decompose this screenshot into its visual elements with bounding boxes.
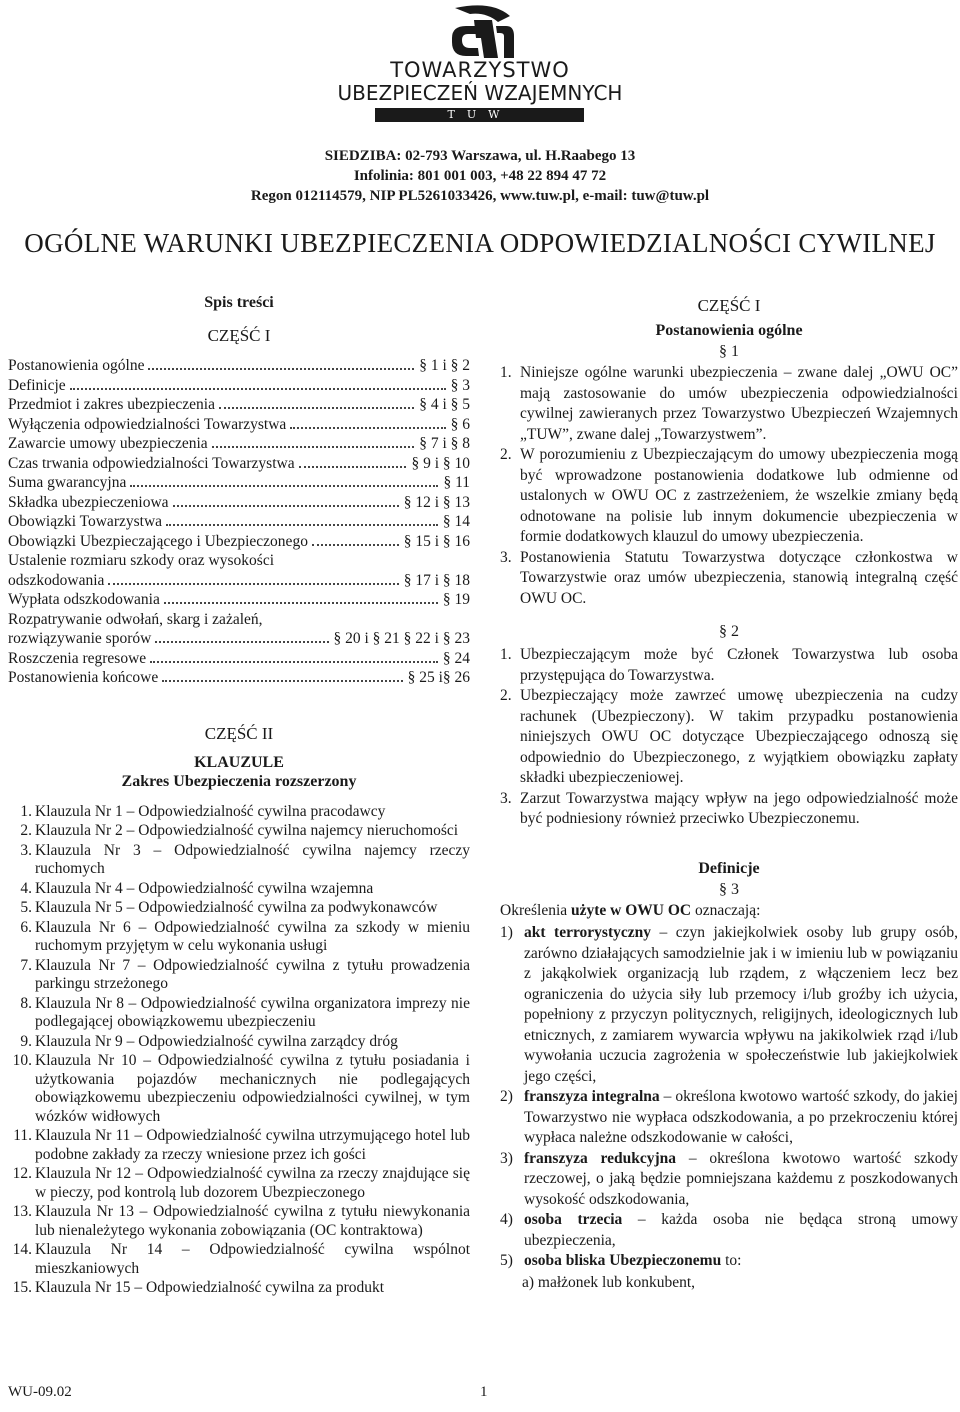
definition-body (524, 923, 958, 1087)
paragraph-text: Postanowienia Statutu Towarzystwa dotyczące członkostwa w Towarzystwie oraz umów ubezpieczenia, stanowią integralną część OWU OC. (520, 548, 958, 607)
section-1-heading: § 1 (719, 343, 739, 360)
toc-item (8, 473, 470, 493)
paragraph-number: 2. (500, 446, 512, 463)
clause-number: 14. (12, 1241, 32, 1258)
logo-text-line1: TOWARZYSTWO (390, 58, 570, 82)
toc-item-text: Obowiązki Ubezpieczającego i Ubezpieczonego (8, 532, 308, 550)
paragraph-text: Ubezpieczający może zawrzeć umowę ubezpieczenia na cudzy rachunek (Ubezpieczony). W takim przypadku postanowienia niniejszych OWU OC dotyczące Ubezpieczającego odnoszą się odpowiednio do Ubezpieczonego, z wyjątkiem obowiązku zapłaty składki ubezpieczeniowej. (520, 687, 958, 786)
clause-text: Klauzula Nr 5 – Odpowiedzialność cywilna za podwykonawców (35, 899, 438, 916)
part2-heading: CZĘŚĆ II (204, 723, 274, 743)
clause-text: Klauzula Nr 6 – Odpowiedzialność cywilna za szkody w mieniu ruchomym przyjętym w celu wykonania usługi (35, 918, 470, 954)
paragraph-number: 3. (500, 789, 512, 807)
toc-item-row (8, 668, 470, 688)
definition-text: – każda osoba nie będąca stroną umowy ubezpieczenia, (524, 1211, 958, 1249)
toc-item-row (8, 571, 470, 591)
definition-term: akt terrorystyczny (524, 924, 651, 941)
toc-item (8, 356, 470, 376)
definition-number: 5) (500, 1252, 513, 1269)
definitions-list (500, 923, 958, 1272)
paragraph-text: Zarzut Towarzystwa mający wpływ na jego odpowiedzialność może być podniesiony również przeciwko Ubezpieczonemu. (520, 789, 958, 827)
toc-leader-dots (164, 602, 438, 604)
definition-item (500, 1210, 958, 1251)
toc-leader-dots (108, 583, 398, 585)
page-number: 1 (480, 1384, 488, 1400)
toc-item-section: § 3 (450, 376, 470, 394)
definition-number: 2) (500, 1088, 513, 1105)
clause-item (8, 1165, 470, 1202)
toc-item-section: § 20 i § 21 § 22 i § 23 (333, 630, 470, 647)
definition-body (524, 1149, 958, 1211)
definition-body (524, 1087, 958, 1149)
toc-item-row (8, 649, 470, 669)
paragraph-number: 1. (500, 646, 512, 663)
toc-leader-dots (219, 407, 414, 409)
toc-leader-dots (162, 680, 402, 682)
definition-item (500, 1149, 958, 1211)
part1-heading: CZĘŚĆ I (697, 296, 761, 315)
section-2-list (500, 645, 958, 830)
toc-item-text: Wypłata odszkodowania (8, 591, 160, 608)
clause-text: Klauzula Nr 8 – Odpowiedzialność cywilna organizatora imprezy nie podlegającej obowiązkowemu ubezpieczeniu (35, 994, 470, 1030)
toc-list (8, 356, 470, 688)
clause-text: Klauzula Nr 12 – Odpowiedzialność cywilna za rzeczy znajdujące się w pieczy, pod kontrolą lub dozorem Ubezpieczonego (35, 1165, 470, 1201)
section-1-list (500, 363, 958, 609)
clause-text: Klauzula Nr 13 – Odpowiedzialność cywilna z tytułu niewykonania lub nienależytego wykonania zobowiązania (OC kontraktowa) (35, 1203, 470, 1239)
definition-body (524, 1210, 958, 1251)
toc-item-section: § 15 i § 16 (403, 532, 470, 550)
toc-item (8, 551, 470, 590)
clause-text: Klauzula Nr 3 – Odpowiedzialność cywilna najemcy rzeczy ruchomych (35, 841, 470, 877)
definition-item (500, 1251, 958, 1272)
clause-item (8, 1052, 470, 1126)
toc-item (8, 512, 470, 532)
company-logo (0, 0, 960, 130)
toc-item-row (8, 356, 470, 376)
clause-item (8, 1033, 470, 1052)
definition-number: 1) (500, 924, 513, 941)
clause-item (8, 822, 470, 841)
clause-text: Klauzula Nr 9 – Odpowiedzialność cywilna zarządcy dróg (35, 1032, 398, 1050)
paragraph-text: W porozumieniu z Ubezpieczającym do umowy ubezpieczenia mogą być wprowadzone postanowienia dodatkowe lub odmienne od ustalonych w OWU OC z zastrzeżeniem, że wszelkie zmiany będą odnotowane na polisie lub innym dokumencie ubezpieczenia w formie dodatkowych klauzul do umowy ubezpieczenia. (520, 446, 958, 545)
toc-item (8, 376, 470, 396)
toc-leader-dots (212, 446, 415, 448)
tuw-emblem-icon (400, 2, 560, 60)
toc-item-text: rozwiązywanie sporów (8, 630, 152, 647)
clause-text: Klauzula Nr 7 – Odpowiedzialność cywilna z tytułu prowadzenia parkingu strzeżonego (35, 956, 470, 992)
toc-item-row (8, 434, 470, 454)
header-address: SIEDZIBA: 02-793 Warszawa, ul. H.Raabego 13 (324, 148, 636, 164)
toc-item (8, 415, 470, 435)
toc-item-section: § 14 (442, 513, 470, 530)
toc-part1-heading: CZĘŚĆ I (207, 326, 271, 345)
clause-number: 6. (20, 918, 32, 936)
definition-sub-a: a) małżonek lub konkubent, (522, 1273, 696, 1291)
paragraph-text: Ubezpieczającym może być Członek Towarzystwa lub osoba przystępująca do Towarzystwa. (520, 646, 958, 684)
clause-item (8, 1241, 470, 1278)
toc-item-section: § 19 (442, 591, 470, 608)
definition-body (524, 1251, 958, 1272)
logo-text-line2: UBEZPIECZEŃ WZAJEMNYCH (337, 81, 623, 105)
definition-term: osoba bliska Ubezpieczonemu (524, 1252, 722, 1269)
postanowienia-heading: Postanowienia ogólne (655, 322, 803, 339)
definition-item (500, 1087, 958, 1149)
toc-leader-dots (166, 524, 438, 526)
toc-leader-dots (312, 544, 399, 546)
definition-text: – określona kwotowo wartość szkody rzeczowej, o jaką będzie pomniejszana każdemu z poszkodowanych wysokość odszkodowania, (524, 1149, 958, 1208)
clause-number: 10. (12, 1052, 32, 1069)
toc-heading: Spis treści (204, 294, 274, 311)
definition-text: – czyn jakiejkolwiek osoby lub grupy osób, zarówno działających samodzielnie jak i w imieniu lub w powiązaniu z jakąkolwiek organizacją lub rządem, z włączeniem lecz bez ograniczenia do użycia siły lub przemocy i/lub groźby ich użycia, popełniony z przyczyn politycznych, religijnych, ideologicznych lub etnicznych, z zamiarem wywarcia wpływu na jakikolwiek rząd i/lub wywołania uczucia zagrożenia w społeczeństwie lub jakiejkolwiek jego części, (524, 924, 958, 1085)
toc-item-section: § 11 (443, 474, 470, 491)
clause-item (8, 1203, 470, 1240)
clause-number: 9. (20, 1032, 32, 1050)
toc-item-text: Postanowienia końcowe (8, 669, 159, 686)
toc-item-row (8, 395, 470, 415)
definicje-heading: Definicje (698, 859, 760, 877)
clause-text: Klauzula Nr 10 – Odpowiedzialność cywilna z tytułu posiadania i użytkowania pojazdów mechanicznych nie podlegających obowiązkowemu ubezpieczeniu odpowiedzialności cywilnej, w tym wózków widłowych (35, 1052, 470, 1125)
toc-item (8, 493, 470, 513)
toc-item-text-line1: Rozpatrywanie odwołań, skarg i zażaleń, (8, 610, 263, 628)
clause-number: 7. (20, 956, 32, 974)
intro-text-bold: użyte w OWU OC (571, 901, 692, 919)
clause-item (8, 1127, 470, 1164)
right-column (500, 292, 958, 1293)
intro-text-pre: Określenia (500, 901, 572, 919)
toc-item-text: Postanowienia ogólne (8, 357, 145, 374)
clause-text: Klauzula Nr 4 – Odpowiedzialność cywilna wzajemna (35, 879, 374, 897)
definition-item (500, 923, 958, 1087)
clause-number: 11. (13, 1127, 32, 1144)
toc-item-row (8, 590, 470, 610)
paragraph-item (500, 363, 958, 445)
logo-bar: TUW (375, 108, 584, 122)
toc-item-text: Zawarcie umowy ubezpieczenia (8, 435, 208, 452)
toc-item-section: § 12 i § 13 (403, 493, 470, 511)
paragraph-item (500, 548, 958, 610)
paragraph-text: Niniejsze ogólne warunki ubezpieczenia – zwane dalej „OWU OC” mają zastosowanie do umów ubezpieczenia odpowiedzialności cywilnej zawieranych przez Towarzystwo Ubezpieczeń Wzajemnych „TUW”, zwane dalej „Towarzystwem”. (520, 364, 958, 443)
toc-item-row (8, 415, 470, 435)
clause-text: Klauzula Nr 11 – Odpowiedzialność cywilna utrzymującego hotel lub podobne zakłady za rzeczy wniesione przez ich gości (35, 1127, 470, 1163)
toc-item-section: § 4 i § 5 (419, 396, 470, 413)
clause-item (8, 880, 470, 899)
toc-item (8, 668, 470, 688)
section-3-heading: § 3 (719, 880, 739, 898)
clause-number: 4. (20, 879, 32, 897)
company-header (0, 146, 960, 206)
clause-item (8, 899, 470, 918)
toc-item-section: § 9 i § 10 (411, 454, 470, 472)
toc-leader-dots (299, 466, 407, 468)
toc-item-row (8, 532, 470, 552)
toc-item-section: § 6 (450, 415, 470, 433)
toc-item (8, 610, 470, 649)
toc-item-text: Czas trwania odpowiedzialności Towarzystwa (8, 454, 295, 472)
toc-leader-dots (155, 641, 328, 643)
clause-item (8, 957, 470, 994)
toc-item (8, 454, 470, 474)
definition-text: to: (721, 1252, 742, 1269)
document-title: OGÓLNE WARUNKI UBEZPIECZENIA ODPOWIEDZIALNOŚCI CYWILNEJ (24, 228, 936, 258)
clause-item (8, 1279, 470, 1298)
toc-leader-dots (70, 388, 446, 390)
intro-text-post: oznaczają: (691, 901, 761, 919)
clause-text: Klauzula Nr 15 – Odpowiedzialność cywilna za produkt (35, 1279, 385, 1296)
clause-number: 15. (12, 1279, 32, 1296)
definition-term: franszyza integralna (524, 1088, 660, 1105)
toc-item-text: Przedmiot i zakres ubezpieczenia (8, 396, 215, 413)
header-phone: Infolinia: 801 001 003, +48 22 894 47 72 (353, 168, 607, 184)
left-column (8, 292, 470, 1299)
toc-item-section: § 7 i § 8 (419, 435, 470, 452)
toc-item-text: odszkodowania (8, 571, 105, 589)
toc-leader-dots (148, 368, 414, 370)
toc-leader-dots (130, 485, 438, 487)
section-2-heading: § 2 (719, 623, 739, 640)
toc-item-section: § 24 (442, 649, 470, 667)
toc-item-row (8, 629, 470, 649)
definition-number: 4) (500, 1211, 513, 1228)
paragraph-item (500, 686, 958, 789)
toc-item-row (8, 512, 470, 532)
toc-item (8, 395, 470, 415)
clause-list (8, 803, 470, 1298)
clause-number: 3. (20, 841, 32, 859)
toc-item-text: Składka ubezpieczeniowa (8, 493, 169, 511)
footer-code: WU-09.02 (8, 1384, 72, 1400)
toc-item-text: Definicje (8, 376, 66, 394)
toc-leader-dots (150, 661, 438, 663)
clause-number: 8. (20, 994, 32, 1012)
definition-term: franszyza redukcyjna (524, 1149, 677, 1167)
toc-leader-dots (290, 427, 445, 429)
paragraph-item (500, 445, 958, 548)
clause-number: 5. (20, 899, 32, 916)
paragraph-item (500, 645, 958, 686)
toc-item-section: § 25 i§ 26 (407, 669, 470, 686)
clause-text: Klauzula Nr 2 – Odpowiedzialność cywilna najemcy nieruchomości (35, 822, 459, 839)
toc-item-row (8, 473, 470, 493)
toc-item (8, 590, 470, 610)
clause-item (8, 995, 470, 1032)
toc-item (8, 434, 470, 454)
toc-item-row (8, 493, 470, 513)
zakres-heading: Zakres Ubezpieczenia rozszerzony (121, 772, 357, 790)
clause-item (8, 919, 470, 956)
definition-term: osoba trzecia (524, 1211, 623, 1228)
toc-item-text: Wyłączenia odpowiedzialności Towarzystwa (8, 415, 287, 433)
toc-item-text: Roszczenia regresowe (8, 649, 147, 667)
paragraph-number: 2. (500, 687, 512, 704)
header-registry: Regon 012114579, NIP PL5261033426, www.tuw.pl, e-mail: tuw@tuw.pl (250, 188, 710, 204)
clause-item (8, 803, 470, 822)
toc-item-section: § 17 i § 18 (403, 571, 470, 589)
toc-item-row (8, 376, 470, 396)
toc-item-section: § 1 i § 2 (419, 357, 470, 374)
definitions-intro (500, 901, 958, 922)
clause-text: Klauzula Nr 1 – Odpowiedzialność cywilna pracodawcy (35, 802, 386, 820)
definition-text: – określona kwotowo wartość szkody, do jakiej Towarzystwo nie wypłaca odszkodowania, a po przekroczeniu której wypłaca należne odszkodowanie w całości, (524, 1088, 958, 1146)
klauzule-heading: KLAUZULE (194, 753, 284, 771)
toc-leader-dots (173, 505, 399, 507)
clause-item (8, 842, 470, 879)
clause-number: 1. (20, 802, 32, 820)
clause-text: Klauzula Nr 14 – Odpowiedzialność cywilna wspólnot mieszkaniowych (35, 1241, 470, 1277)
toc-item-row (8, 454, 470, 474)
toc-item-text: Obowiązki Towarzystwa (8, 513, 163, 530)
paragraph-item (500, 789, 958, 830)
clause-number: 2. (20, 822, 32, 839)
clause-number: 13. (12, 1203, 32, 1220)
toc-item (8, 532, 470, 552)
clause-number: 12. (12, 1165, 32, 1182)
definition-number: 3) (500, 1149, 513, 1167)
paragraph-number: 3. (500, 548, 512, 566)
paragraph-number: 1. (500, 364, 512, 381)
toc-item (8, 649, 470, 669)
toc-item-text: Suma gwarancyjna (8, 474, 127, 491)
toc-item-text-line1: Ustalenie rozmiaru szkody oraz wysokości (8, 552, 275, 569)
